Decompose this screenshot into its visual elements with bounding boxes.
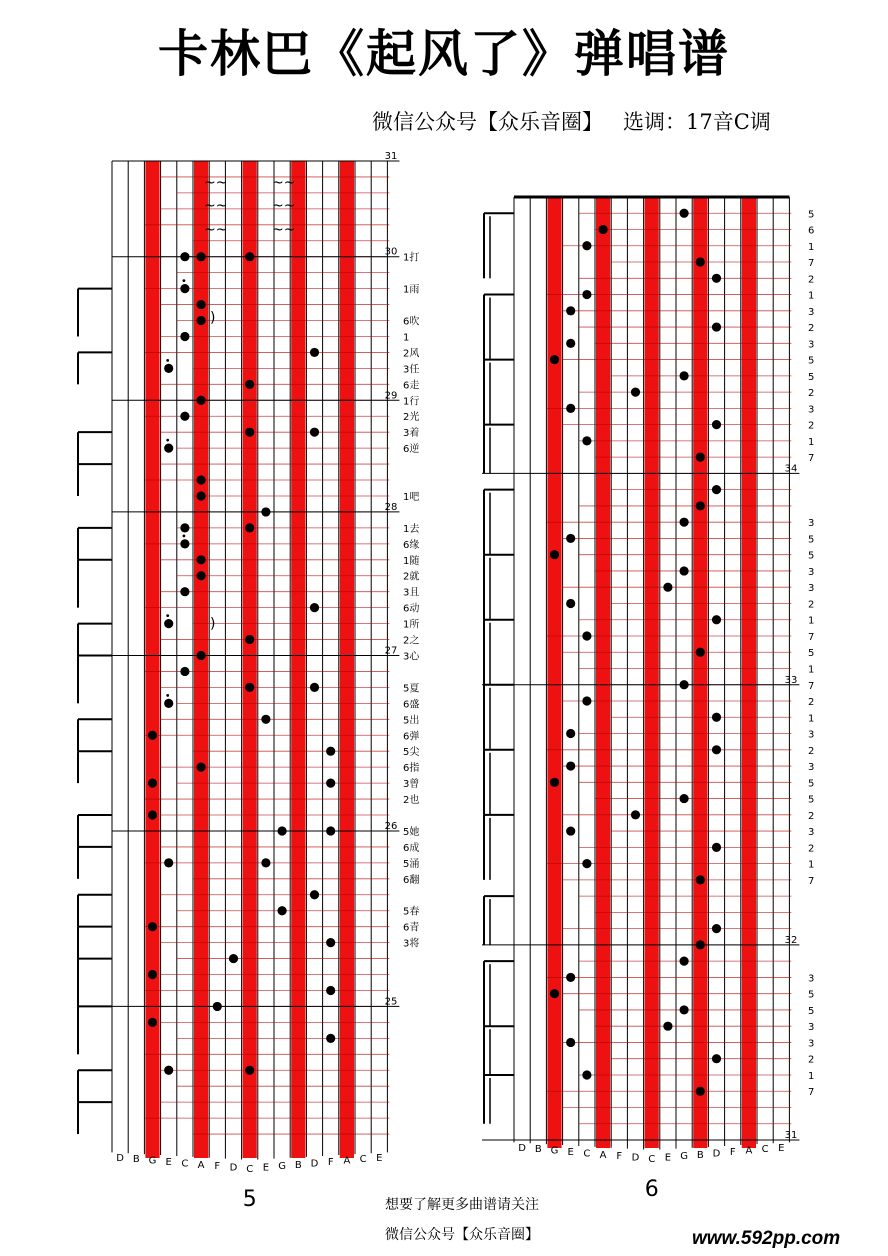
note-dot [310,603,319,612]
lyric-label: 5夏 [403,683,420,695]
lyric-label: 3心 [403,651,420,663]
number-label: 2 [808,388,815,400]
high-octave-dot [166,614,169,617]
lyric-label: 2光 [403,412,420,424]
note-dot [680,371,689,380]
note-dot [582,1070,591,1079]
tine-note-label: C [583,1148,591,1160]
note-dot [197,571,206,580]
note-dot [663,1022,672,1031]
note-dot [310,348,319,357]
note-dot [180,587,189,596]
note-dot [712,420,721,429]
red-tine-band [145,161,159,1158]
note-dot [326,747,335,756]
measure-number: 31 [784,1130,798,1141]
note-dot [164,858,173,867]
number-label: 3 [808,973,815,985]
tine-note-label: C [359,1154,367,1166]
note-dot [680,1005,689,1014]
note-dot [696,501,705,510]
tine-note-label: G [278,1161,286,1173]
number-label: 1 [808,615,815,627]
number-label: 2 [808,697,815,709]
lyric-label: 6走 [403,380,420,392]
tine-note-label: B [696,1149,704,1161]
number-label: 7 [808,631,815,643]
red-tine-band [340,161,354,1158]
note-dot [566,534,575,543]
lyric-label: 1吧 [403,491,420,503]
red-tine-band [693,197,707,1148]
tine-note-label: D [229,1162,238,1174]
tine-note-label: E [567,1147,574,1158]
page-title: 卡林巴《起风了》弹唱谱 [158,25,730,83]
tine-note-label: D [116,1152,124,1164]
note-dot [663,583,672,592]
tine-note-label: C [246,1164,254,1175]
number-label: 5 [808,778,815,790]
note-dot [680,566,689,575]
note-dot [310,890,319,899]
lyric-label: 2风 [403,348,420,360]
note-dot [566,599,575,608]
lyric-label: 1去 [403,523,420,535]
lyric-label: 2之 [403,635,420,647]
number-label: 2 [808,810,815,822]
note-dot [229,954,238,963]
number-label: 3 [808,762,815,774]
red-tine-band [547,197,561,1148]
slur-mark: ) [210,616,216,632]
number-label: 2 [808,599,815,611]
lyric-label: 3曾 [403,779,420,791]
tremolo-mark: ~~ [204,222,228,238]
tine-note-label: E [165,1157,172,1168]
note-dot [326,938,335,947]
lyric-label: 6缘 [403,539,420,551]
note-dot [197,475,206,484]
note-dot [245,635,254,644]
measure-number: 28 [384,501,398,513]
number-label: 3 [808,1038,815,1050]
note-dot [197,300,206,309]
tine-note-label: E [664,1152,672,1164]
lyric-label: 6弹 [403,731,420,743]
number-label: 3 [808,566,815,578]
note-dot [164,699,173,708]
number-label: 1 [808,241,815,253]
measure-number: 25 [384,996,398,1008]
note-dot [631,388,640,397]
tine-note-label: F [616,1151,623,1163]
number-label: 2 [808,1054,815,1066]
note-dot [180,667,189,676]
lyric-label: 2就 [403,571,420,583]
number-label: 5 [808,534,815,546]
tine-note-label: E [376,1152,383,1164]
note-dot [261,507,270,516]
lyric-label: 6翻 [403,874,420,886]
lyric-label: 3且 [403,587,420,599]
note-dot [197,316,206,325]
lyric-label: 1所 [403,619,420,631]
number-label: 3 [808,339,815,351]
note-dot [197,651,206,660]
note-dot [197,252,206,261]
tine-note-label: B [534,1144,542,1156]
note-dot [213,1002,222,1011]
measure-number: 31 [384,151,398,162]
note-dot [310,428,319,437]
high-octave-dot [166,439,169,442]
number-label: 5 [808,355,815,367]
number-label: 3 [808,518,815,530]
tremolo-mark: ~~ [272,175,296,191]
note-dot [712,322,721,331]
note-dot [566,404,575,413]
note-dot [164,1066,173,1075]
lyric-label: 6成 [403,842,420,854]
number-label: 1 [808,859,815,871]
note-dot [696,875,705,884]
note-dot [712,713,721,722]
number-label: 2 [808,843,815,855]
page-number: 6 [644,1177,659,1202]
tine-note-label: F [214,1161,221,1173]
note-dot [712,1054,721,1063]
tine-note-label: D [712,1148,721,1160]
measure-number: 30 [384,246,398,258]
note-dot [582,290,591,299]
lyric-label: 5涌 [403,858,420,870]
note-dot [680,680,689,689]
lyric-label: 6动 [403,603,420,615]
footer-line-2: 微信公众号【众乐音圈】 [385,1227,539,1243]
lyric-label: 1打 [403,252,420,264]
note-dot [278,906,287,915]
note-dot [566,306,575,315]
lyric-label: 2也 [403,795,420,807]
number-label: 5 [808,794,815,806]
note-dot [582,859,591,868]
lyric-label: 5尖 [403,747,420,759]
tine-note-label: C [761,1144,769,1156]
note-dot [261,715,270,724]
number-label: 5 [808,648,815,660]
number-label: 7 [808,875,815,887]
number-label: 1 [808,713,815,725]
high-octave-dot [183,279,186,282]
website-watermark: www.592pp.com [692,1228,841,1249]
note-dot [712,485,721,494]
note-dot [582,696,591,705]
tremolo-mark: ~~ [204,198,228,214]
note-dot [148,970,157,979]
lyric-label: 5春 [403,906,420,918]
number-label: 2 [808,323,815,335]
note-dot [164,444,173,453]
note-dot [245,428,254,437]
number-label: 3 [808,583,815,595]
number-label: 5 [808,371,815,383]
note-dot [582,241,591,250]
note-dot [245,380,254,389]
note-dot [180,523,189,532]
high-octave-dot [166,694,169,697]
number-label: 3 [808,404,815,416]
page-number: 5 [242,1187,257,1212]
note-dot [180,252,189,261]
note-dot [680,957,689,966]
tine-note-label: F [729,1147,736,1158]
tine-note-label: D [631,1152,640,1164]
lyric-label: 3任 [403,364,420,376]
note-dot [550,989,559,998]
tine-note-label: A [599,1149,607,1161]
note-dot [550,355,559,364]
measure-number: 27 [384,645,398,657]
red-tine-band [291,161,305,1158]
note-dot [245,252,254,261]
note-dot [326,826,335,835]
note-dot [310,683,319,692]
high-octave-dot [166,359,169,362]
red-tine-band [243,161,257,1158]
number-label: 2 [808,420,815,432]
note-dot [566,761,575,770]
tine-note-label: A [197,1159,205,1171]
number-label: 7 [808,1087,815,1099]
tremolo-mark: ~~ [272,222,296,238]
number-label: 1 [808,664,815,676]
note-dot [566,729,575,738]
tine-note-label: C [648,1154,656,1165]
note-dot [180,284,189,293]
note-dot [696,940,705,949]
tremolo-mark: ~~ [272,198,296,214]
note-dot [278,826,287,835]
lyric-label: 5出 [403,715,420,727]
lyric-label: 1随 [403,555,420,567]
number-label: 2 [808,745,815,757]
lyric-label: 3将 [403,938,420,950]
high-octave-dot [183,534,186,537]
note-dot [148,779,157,788]
tine-note-label: B [132,1154,140,1166]
note-dot [696,453,705,462]
note-dot [696,648,705,657]
tine-note-label: G [680,1151,688,1163]
subtitle: 微信公众号【众乐音圈】 选调：17音C调 [372,110,771,134]
measure-number: 26 [384,820,398,832]
note-dot [631,810,640,819]
note-dot [326,779,335,788]
note-dot [566,973,575,982]
tine-note-label: G [148,1155,157,1167]
note-dot [599,225,608,234]
number-label: 5 [808,1005,815,1017]
tremolo-mark: ~~ [204,175,228,191]
lyric-label: 6逆 [403,444,420,456]
red-tine-band [596,197,610,1148]
note-dot [582,631,591,640]
note-dot [680,794,689,803]
note-dot [180,539,189,548]
measure-number: 34 [784,463,798,475]
measure-number: 33 [784,674,798,686]
note-dot [550,550,559,559]
note-dot [696,1087,705,1096]
number-label: 3 [808,729,815,741]
note-dot [148,1018,157,1027]
note-dot [696,257,705,266]
lyric-label: 6吹 [403,316,420,328]
note-dot [164,364,173,373]
number-label: 7 [808,258,815,270]
number-label: 6 [808,225,815,237]
number-label: 5 [808,550,815,562]
tine-note-label: G [550,1145,559,1157]
lyric-label: 6指 [403,763,420,775]
note-dot [712,615,721,624]
note-dot [180,332,189,341]
note-dot [148,810,157,819]
note-dot [148,922,157,931]
note-dot [550,778,559,787]
note-dot [197,555,206,564]
number-label: 7 [808,680,815,692]
lyric-label: 1雨 [403,284,420,296]
tine-note-label: E [778,1142,785,1154]
note-dot [180,412,189,421]
note-dot [148,731,157,740]
note-dot [245,1066,254,1075]
number-label: 1 [808,290,815,302]
lyric-label: 3着 [403,428,420,440]
note-dot [566,339,575,348]
tine-note-label: A [745,1145,753,1157]
lyric-label: 1行 [403,396,420,408]
note-dot [164,619,173,628]
measure-number: 32 [784,934,798,946]
note-dot [197,491,206,500]
number-label: 1 [808,1070,815,1082]
number-label: 7 [808,453,815,465]
tine-note-label: E [262,1162,270,1174]
note-dot [245,683,254,692]
note-dot [712,745,721,754]
tine-note-label: D [518,1142,526,1154]
note-dot [680,518,689,527]
note-dot [326,1034,335,1043]
tine-note-label: F [327,1157,334,1168]
tine-note-label: C [181,1158,189,1170]
note-dot [261,858,270,867]
number-label: 3 [808,1022,815,1034]
red-tine-band [742,197,756,1148]
note-dot [197,396,206,405]
number-label: 3 [808,827,815,839]
tine-note-label: D [310,1158,319,1170]
note-dot [245,523,254,532]
note-dot [566,826,575,835]
number-label: 3 [808,306,815,318]
note-dot [712,274,721,283]
note-dot [566,1038,575,1047]
footer-line-1: 想要了解更多曲谱请关注 [385,1197,539,1213]
note-dot [712,843,721,852]
lyric-label: 6青 [403,922,420,934]
left-sheet-group [78,151,420,1212]
lyric-label: 5她 [403,826,420,838]
right-sheet-group [482,197,814,1202]
number-label: 5 [808,989,815,1001]
note-dot [197,763,206,772]
number-label: 1 [808,436,815,448]
number-label: 5 [808,209,815,221]
lyric-label: 1 [403,332,410,344]
note-dot [680,209,689,218]
note-dot [712,924,721,933]
tine-note-label: B [294,1159,302,1171]
lyric-label: 6盛 [403,699,420,711]
number-label: 2 [808,274,815,286]
note-dot [582,436,591,445]
tine-note-label: A [343,1155,351,1167]
slur-mark: ) [210,310,216,326]
red-tine-band [645,197,659,1148]
measure-number: 29 [384,390,398,402]
note-dot [326,986,335,995]
